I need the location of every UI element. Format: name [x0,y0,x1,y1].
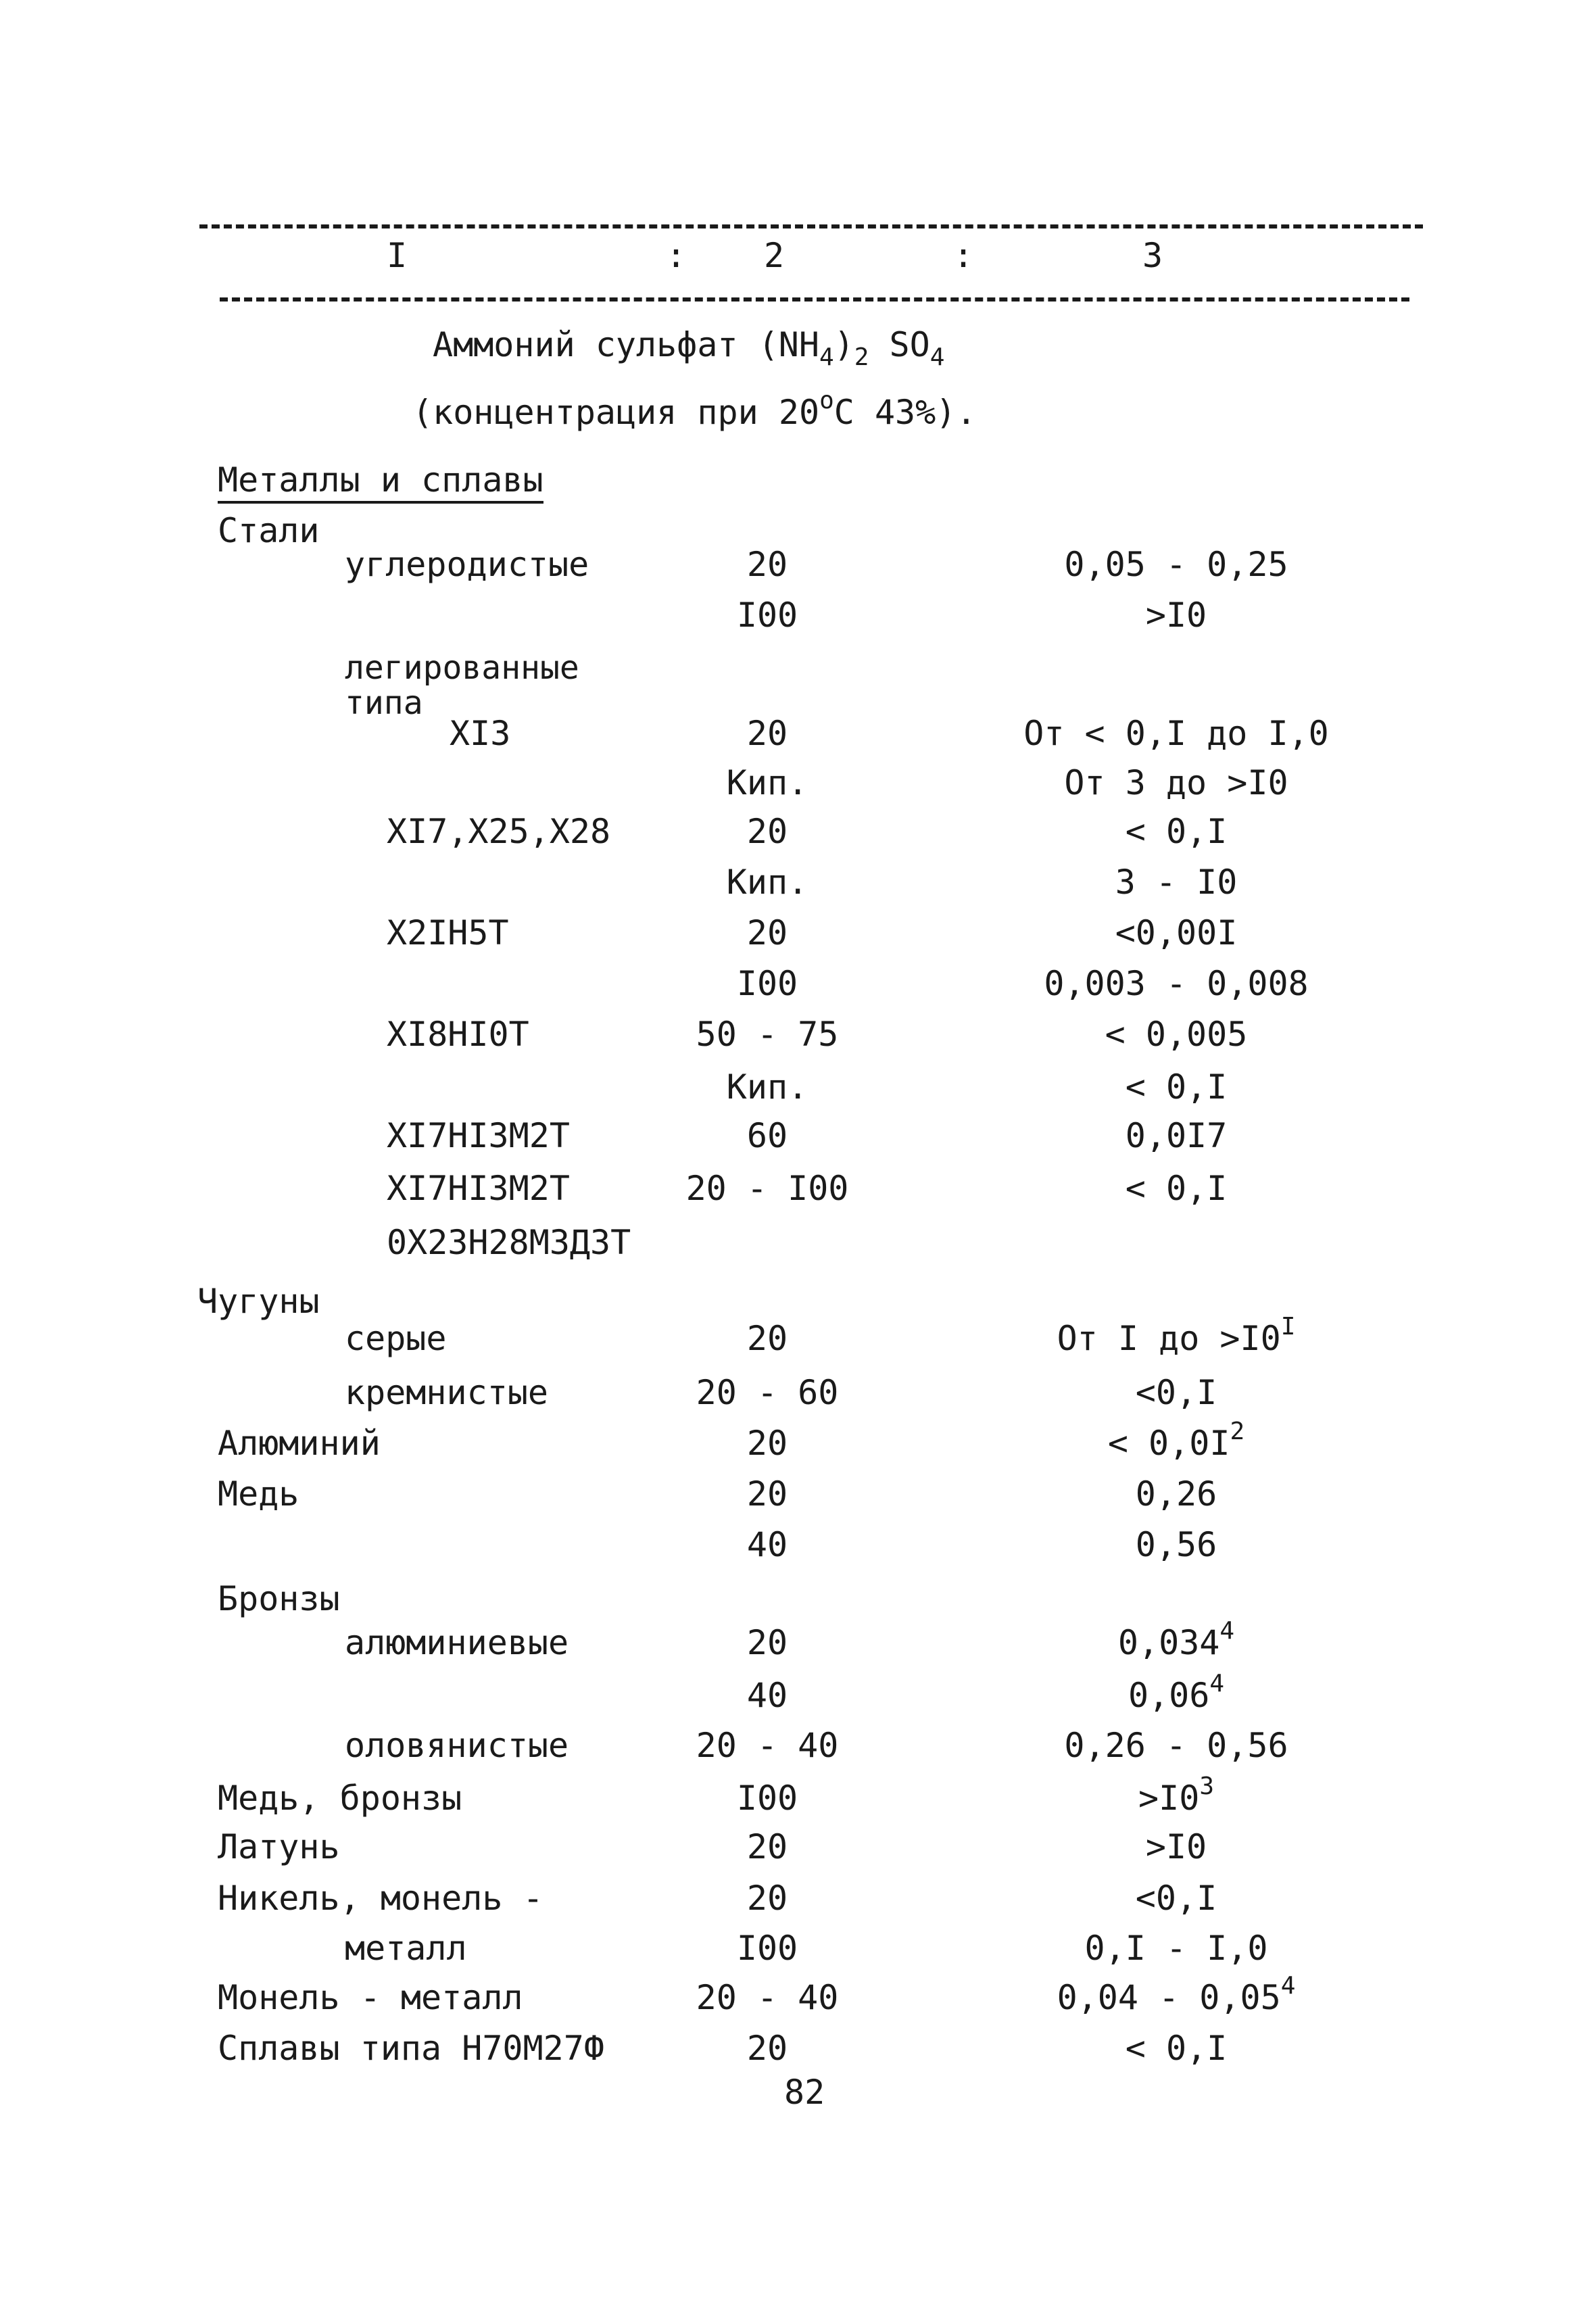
corrosion-rate-value: 0,003 - 0,008 [1044,964,1309,1003]
corrosion-rate-cell [960,1417,1393,1464]
temperature-cell: 20 [746,1623,788,1662]
material-name: XI8HI0T [387,1015,529,1054]
temperature-cell: 20 [746,913,788,952]
header-col3: 3 [1142,236,1163,275]
corrosion-rate-cell [960,1772,1393,1818]
material-name: углеродистые [345,545,589,584]
title-sub-4b: 4 [929,343,945,371]
corrosion-rate-cell [960,811,1393,852]
temperature-cell: 20 [746,812,788,851]
temperature-cell: 20 - 40 [696,1978,839,2017]
corrosion-rate-value: >I0 [1145,596,1207,635]
temperature-cell: 20 [746,1424,788,1463]
temperature-cell: 20 [746,2029,788,2068]
metal-name: Сплавы типа H70M27Ф [218,2029,604,2068]
group-label: Бронзы [218,1579,340,1618]
corrosion-rate-value: 0,I - I,0 [1084,1929,1268,1968]
group-label: Стали [218,511,320,550]
temperature-cell: 20 [746,1319,788,1358]
metal-name: Медь [218,1474,299,1514]
corrosion-rate-value: < 0,005 [1105,1015,1248,1054]
temperature-cell: 40 [746,1676,788,1715]
corrosion-rate-value: <0,I [1135,1373,1217,1412]
footnote-marker: 4 [1219,1616,1235,1645]
corrosion-rate-cell [960,1669,1393,1716]
temperature-cell: 20 [746,1827,788,1866]
corrosion-rate-cell [960,1168,1393,1209]
corrosion-rate-cell [960,1474,1393,1514]
material-name: типа [345,684,423,722]
material-name: X2IH5T [387,913,509,952]
title-sub-4a: 4 [819,343,834,371]
material-name: серые [345,1319,447,1358]
corrosion-rate-value: 3 - I0 [1115,863,1238,902]
temperature-cell: 60 [746,1116,788,1155]
temperature-cell: 20 [746,545,788,584]
corrosion-rate-value: 0,0I7 [1125,1116,1228,1155]
title2-prefix: (концентрация при 20 [412,393,820,432]
page-number: 82 [784,2073,825,2112]
title-prefix: Аммоний сульфат (NH [433,325,819,364]
corrosion-rate-value: < 0,I [1125,2029,1228,2068]
corrosion-rate-value: < 0,I [1125,812,1228,851]
corrosion-rate-value: 0,034 [1117,1623,1220,1662]
temperature-cell: I00 [736,1929,798,1968]
section-heading-text: Металлы и сплавы [218,460,543,504]
temperature-cell: 50 - 75 [696,1015,839,1054]
corrosion-rate-cell [960,862,1393,902]
corrosion-rate-cell [960,1115,1393,1156]
temperature-cell: 20 - I00 [685,1169,849,1208]
metal-name: Монель - металл [218,1978,523,2017]
corrosion-rate-value: < 0,0I [1107,1424,1230,1463]
title2-suffix: C 43%). [833,393,977,432]
corrosion-rate-value: >I0 [1138,1779,1200,1818]
metal-name: Никель, монель - [218,1879,543,1918]
metal-name: Медь, бронзы [218,1779,462,1818]
temperature-cell: 20 - 60 [696,1373,839,1412]
footnote-marker: 4 [1280,1971,1296,2000]
corrosion-rate-value: 0,26 - 0,56 [1064,1726,1288,1765]
corrosion-rate-value: От < 0,I до I,0 [1023,714,1329,753]
corrosion-rate-value: 0,26 [1135,1474,1217,1514]
temperature-cell: Кип. [726,763,808,802]
corrosion-rate-cell [960,1928,1393,1969]
corrosion-rate-cell [960,544,1393,585]
header-top-rule [199,224,1423,228]
header-col2: 2 [764,236,785,275]
material-name: 0X23H28M3Д3T [387,1223,631,1262]
material-name: XI7,X25,X28 [387,812,611,851]
corrosion-rate-cell [960,1971,1393,2018]
corrosion-rate-cell [960,1827,1393,1867]
corrosion-rate-cell [960,1312,1393,1359]
corrosion-rate-cell [960,763,1393,803]
material-name: кремнистые [345,1373,549,1412]
material-name: XI7HI3M2T [387,1116,570,1155]
title-paren: ) [833,325,854,364]
corrosion-rate-cell [960,2028,1393,2069]
corrosion-rate-value: <0,00I [1115,913,1238,952]
header-sep2: : [953,236,974,275]
corrosion-rate-cell [960,1067,1393,1107]
footnote-marker: 3 [1199,1772,1214,1800]
corrosion-rate-cell [960,913,1393,953]
metal-name: Алюминий [218,1424,381,1463]
corrosion-rate-value: < 0,I [1125,1169,1228,1208]
corrosion-rate-value: < 0,I [1125,1067,1228,1107]
material-name: XI7HI3M2T [387,1169,570,1208]
corrosion-rate-value: 0,56 [1135,1525,1217,1564]
temperature-cell: 20 [746,1474,788,1514]
material-name: XI3 [450,714,511,753]
header-col1: I [387,236,408,275]
corrosion-rate-cell [960,1524,1393,1565]
corrosion-rate-cell [960,1616,1393,1663]
title-so: SO [869,325,930,364]
metal-name: Латунь [218,1827,340,1866]
corrosion-rate-cell [960,713,1393,754]
material-name: легированные [345,649,579,687]
corrosion-rate-value: 0,04 - 0,05 [1057,1978,1281,2017]
material-name: оловянистые [345,1726,569,1765]
title-sub-2: 2 [854,343,869,371]
corrosion-rate-cell [960,1372,1393,1413]
material-name: металл [345,1929,467,1968]
corrosion-rate-value: >I0 [1145,1827,1207,1866]
corrosion-rate-value: 0,05 - 0,25 [1064,545,1288,584]
corrosion-rate-cell [960,595,1393,635]
corrosion-rate-value: <0,I [1135,1879,1217,1918]
temperature-cell: 20 - 40 [696,1726,839,1765]
corrosion-rate-cell [960,1878,1393,1919]
temperature-cell: Кип. [726,1067,808,1107]
temperature-cell: I00 [736,964,798,1003]
temperature-cell: I00 [736,1779,798,1818]
footnote-marker: 4 [1209,1669,1225,1697]
corrosion-rate-cell [960,1014,1393,1055]
corrosion-rate-cell [960,963,1393,1004]
temperature-cell: 20 [746,1879,788,1918]
header-sep1: : [666,236,687,275]
corrosion-rate-value: От 3 до >I0 [1064,763,1288,802]
footnote-marker: I [1280,1312,1296,1341]
group-label: Чугуны [197,1282,320,1321]
material-name: алюминиевые [345,1623,569,1662]
temperature-cell: I00 [736,596,798,635]
temperature-cell: 20 [746,714,788,753]
title2-degree: o [819,386,834,414]
footnote-marker: 2 [1230,1417,1245,1445]
title-line-2 [412,386,977,433]
header-bottom-rule [220,297,1409,301]
corrosion-rate-value: 0,06 [1128,1676,1210,1715]
section-heading [218,460,543,500]
corrosion-rate-value: От I до >I0 [1057,1319,1281,1358]
title-line-1 [433,324,945,371]
corrosion-rate-cell [960,1725,1393,1766]
temperature-cell: Кип. [726,863,808,902]
temperature-cell: 40 [746,1525,788,1564]
